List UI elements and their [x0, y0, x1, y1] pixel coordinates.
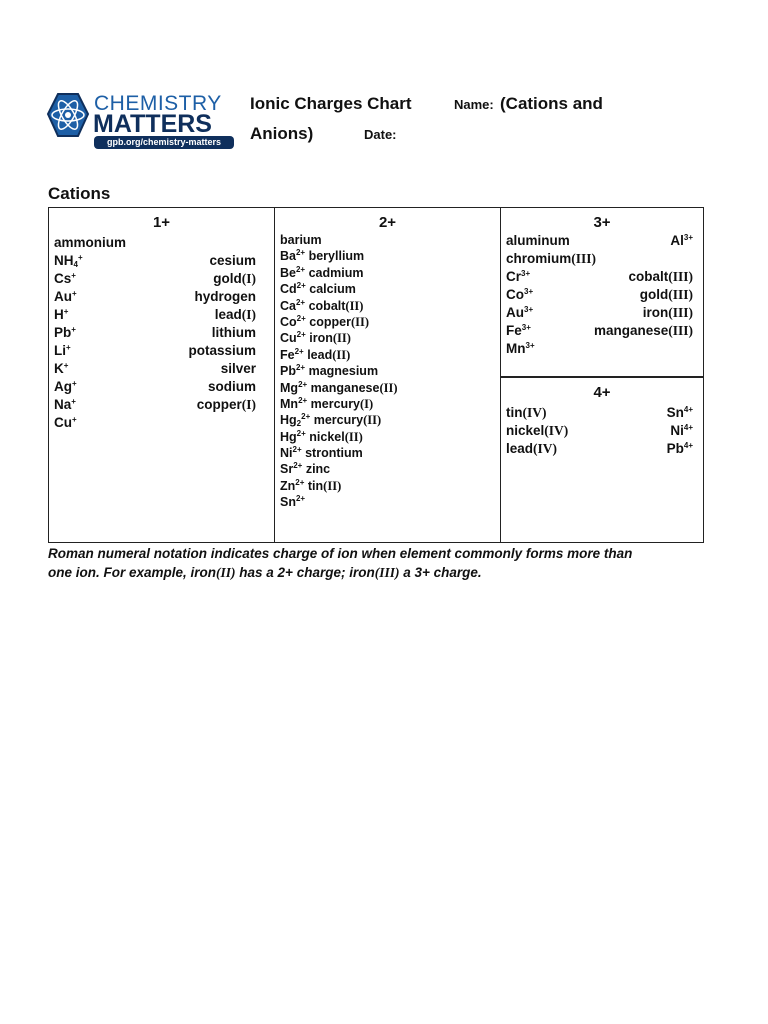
list-item [506, 422, 693, 440]
column-header-4plus: 4+ [593, 384, 611, 401]
ion-formula: H+ [54, 307, 69, 322]
list-item [54, 342, 256, 360]
ion-name: magnesium [308, 364, 379, 379]
column-1plus [49, 208, 275, 542]
ion-formula: Li+ [54, 343, 71, 358]
ion-name: lead(IV) [506, 441, 558, 456]
box-4plus [501, 378, 703, 542]
ion-formula: $NH_4^+$ [54, 253, 83, 269]
ion-name: iron(II) [309, 331, 351, 346]
ion-formula: $Mg^{2+}$ [280, 379, 308, 395]
ion-name: cobalt(II) [308, 298, 364, 313]
ion-formula: $Au^{3+}$ [506, 305, 534, 320]
list-item [506, 304, 693, 322]
ion-name: lead(I) [214, 307, 256, 322]
ion-name: silver [220, 361, 256, 376]
ion-name: barium [280, 233, 322, 247]
ion-name: lead(II) [307, 347, 351, 362]
list-item [506, 440, 693, 458]
ion-formula: $Sn^{2+}$ [280, 494, 306, 510]
logo-line-matters: MATTERS [93, 110, 212, 138]
note-line-1: Roman numeral notation indicates charge of ion when element commonly forms more than [48, 546, 633, 561]
ion-formula: $Co^{2+}$ [280, 313, 306, 329]
ion-formula: $Cd^{2+}$ [280, 281, 306, 297]
chemistry-matters-logo [44, 92, 240, 152]
column-header-3plus: 3+ [593, 214, 611, 231]
ion-name: cobalt(III) [628, 269, 693, 284]
ion-name: tin(IV) [506, 405, 547, 420]
list-item [280, 396, 482, 412]
list-item [280, 314, 482, 330]
ion-name: ammonium [54, 235, 127, 250]
list-item [280, 363, 482, 379]
list-item [506, 322, 693, 340]
list-item [506, 250, 693, 268]
column-header-1plus: 1+ [152, 214, 171, 231]
list-item [280, 380, 482, 396]
list-item [54, 306, 256, 324]
list-item [54, 270, 256, 288]
list-item [280, 281, 482, 297]
ion-formula: $Hg^{2+}$ [280, 428, 306, 444]
ion-formula: Cs+ [54, 271, 76, 286]
list-item [54, 414, 256, 432]
ion-formula: Cu+ [54, 415, 77, 430]
list-item [54, 378, 256, 396]
list-item [506, 404, 693, 422]
ion-formula: K+ [54, 361, 69, 376]
ion-formula: $Sn^{4+}$ [666, 405, 693, 420]
list-2plus [275, 232, 500, 511]
date-label: Date: [364, 127, 397, 142]
column-3plus-4plus [501, 208, 703, 542]
list-item [280, 494, 482, 510]
ion-name: chromium(III) [506, 251, 597, 266]
ion-formula: Na+ [54, 397, 76, 412]
ion-name: aluminum [506, 233, 570, 248]
list-item [280, 461, 482, 477]
ion-name: nickel(II) [309, 429, 363, 444]
ion-name: nickel(IV) [506, 423, 569, 438]
page-title: Ionic Charges Chart [250, 94, 412, 113]
list-item [54, 396, 256, 414]
box-3plus [501, 208, 703, 378]
ion-name: gold(III) [639, 287, 693, 302]
ion-formula: $Pb^{4+}$ [666, 441, 693, 456]
ion-formula: $Pb^{2+}$ [280, 363, 306, 379]
ion-formula: $Hg_2^{2+}$ [280, 412, 311, 429]
ion-formula: $Be^{2+}$ [280, 264, 306, 280]
list-item [280, 248, 482, 264]
ion-name: manganese(III) [593, 323, 693, 338]
list-item [280, 478, 482, 494]
ion-formula: $Fe^{3+}$ [506, 323, 531, 338]
list-item [54, 252, 256, 270]
ion-name: beryllium [308, 249, 365, 264]
column-2plus [275, 208, 501, 542]
ion-formula: Pb+ [54, 325, 76, 340]
ion-name: calcium [309, 282, 356, 297]
ion-name: iron(III) [642, 305, 693, 320]
ion-formula: $Cr^{3+}$ [506, 269, 531, 284]
list-item [280, 429, 482, 445]
ion-formula: $Ni^{4+}$ [670, 423, 693, 438]
ion-formula: $Ba^{2+}$ [280, 248, 306, 264]
list-item [54, 234, 256, 252]
ion-name: zinc [305, 462, 331, 477]
ion-formula: $Ca^{2+}$ [280, 297, 306, 313]
list-item [280, 265, 482, 281]
ion-name: lithium [211, 325, 256, 340]
list-item [280, 347, 482, 363]
list-item [54, 288, 256, 306]
section-title-cations: Cations [48, 184, 111, 203]
ion-name: hydrogen [194, 289, 256, 304]
ion-formula: $Al^{3+}$ [670, 233, 693, 248]
subtitle-part1: (Cations and [500, 94, 603, 113]
list-3plus [501, 232, 703, 358]
list-item [54, 360, 256, 378]
name-label: Name: [454, 97, 494, 112]
logo-line-chemistry: CHEMISTRY [94, 92, 222, 115]
ion-formula: $Zn^{2+}$ [280, 477, 305, 493]
ion-formula: $Co^{3+}$ [506, 287, 534, 302]
ion-formula: $Mn^{2+}$ [280, 395, 308, 411]
note-line-2: one ion. For example, iron(II) has a 2+ charge; iron(III) a 3+ charge. [48, 565, 482, 580]
subtitle-part2: Anions) [250, 124, 314, 143]
list-item [54, 324, 256, 342]
ion-formula: Au+ [54, 289, 77, 304]
ion-formula: $Sr^{2+}$ [280, 461, 303, 477]
ion-formula: $Mn^{3+}$ [506, 341, 535, 356]
ion-name: copper(I) [196, 397, 256, 412]
list-item [280, 412, 482, 428]
ion-name: tin(II) [307, 478, 342, 493]
list-item [506, 286, 693, 304]
list-item [280, 232, 482, 248]
list-item [506, 232, 693, 250]
ion-name: potassium [188, 343, 256, 358]
ion-name: sodium [207, 379, 256, 394]
list-item [280, 298, 482, 314]
ion-name: mercury(I) [310, 396, 374, 411]
ion-name: manganese(II) [310, 380, 398, 395]
ion-formula: $Cu^{2+}$ [280, 330, 306, 346]
ion-formula: Ag+ [54, 379, 77, 394]
list-item [506, 268, 693, 286]
roman-numeral-note [48, 544, 708, 582]
list-item [280, 445, 482, 461]
list-1plus [49, 232, 274, 432]
ion-formula: $Fe^{2+}$ [280, 346, 304, 362]
logo-url: gpb.org/chemistry-matters [106, 137, 222, 147]
list-item [280, 330, 482, 346]
ion-formula: $Ni^{2+}$ [280, 445, 302, 461]
list-item [506, 340, 693, 358]
ion-name: mercury(II) [313, 413, 382, 428]
cations-table [48, 207, 704, 543]
ion-name: gold(I) [213, 271, 256, 286]
ion-name: cadmium [308, 265, 364, 280]
ion-name: copper(II) [309, 314, 370, 329]
ion-name: cesium [209, 253, 256, 268]
list-4plus [501, 402, 703, 458]
column-header-2plus: 2+ [378, 214, 397, 231]
ion-name: strontium [305, 446, 363, 461]
